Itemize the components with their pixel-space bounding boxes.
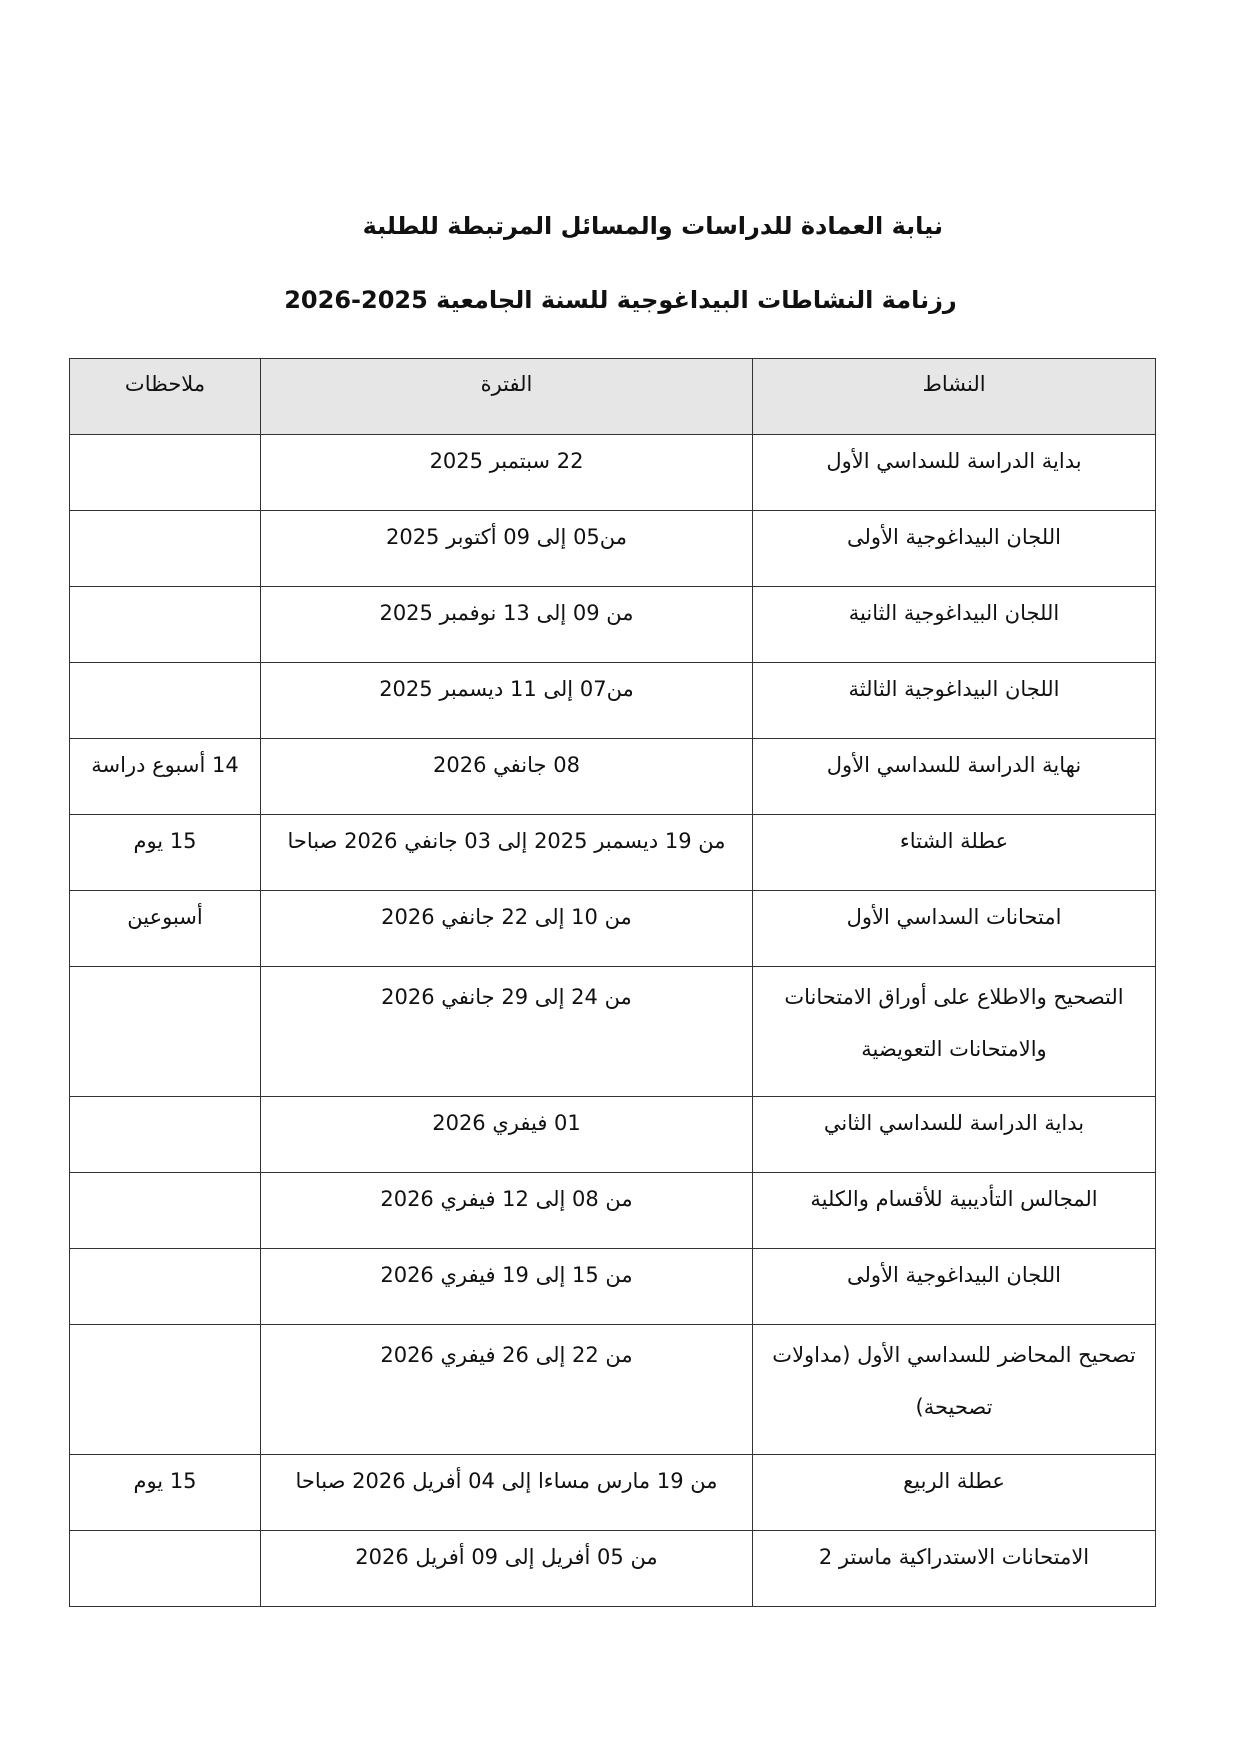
notes-cell	[70, 663, 261, 739]
table-row	[70, 1325, 1156, 1455]
table-row	[70, 1173, 1156, 1249]
table-row	[70, 967, 1156, 1097]
notes-cell	[70, 1325, 261, 1455]
table-row	[70, 1531, 1156, 1607]
notes-cell	[70, 435, 261, 511]
activity-cell: امتحانات السداسي الأول	[753, 891, 1156, 967]
column-header-period: الفترة	[261, 359, 753, 435]
notes-cell	[70, 587, 261, 663]
table-row	[70, 663, 1156, 739]
table-row	[70, 587, 1156, 663]
period-cell: من 24 إلى 29 جانفي 2026	[261, 967, 753, 1097]
notes-cell: أسبوعين	[70, 891, 261, 967]
period-cell: من 05 أفريل إلى 09 أفريل 2026	[261, 1531, 753, 1607]
activity-cell: اللجان البيداغوجية الثالثة	[753, 663, 1156, 739]
period-cell: من 15 إلى 19 فيفري 2026	[261, 1249, 753, 1325]
table-header-row	[70, 359, 1156, 435]
table-row	[70, 815, 1156, 891]
notes-cell	[70, 1531, 261, 1607]
notes-cell	[70, 511, 261, 587]
period-cell: من 19 ديسمبر 2025 إلى 03 جانفي 2026 صباحا	[261, 815, 753, 891]
activity-cell: التصحيح والاطلاع على أوراق الامتحانات والامتحانات التعويضية	[753, 967, 1156, 1097]
activity-cell: نهاية الدراسة للسداسي الأول	[753, 739, 1156, 815]
activity-cell: اللجان البيداغوجية الثانية	[753, 587, 1156, 663]
column-header-notes: ملاحظات	[70, 359, 261, 435]
table-row	[70, 1097, 1156, 1173]
period-cell: 01 فيفري 2026	[261, 1097, 753, 1173]
table-row	[70, 891, 1156, 967]
column-header-activity: النشاط	[753, 359, 1156, 435]
notes-cell: 15 يوم	[70, 815, 261, 891]
activity-cell: الامتحانات الاستدراكية ماستر 2	[753, 1531, 1156, 1607]
table-row	[70, 1249, 1156, 1325]
activity-cell: عطلة الربيع	[753, 1455, 1156, 1531]
period-cell: من 19 مارس مساءا إلى 04 أفريل 2026 صباحا	[261, 1455, 753, 1531]
notes-cell	[70, 1097, 261, 1173]
activity-cell: اللجان البيداغوجية الأولى	[753, 511, 1156, 587]
activity-cell: بداية الدراسة للسداسي الأول	[753, 435, 1156, 511]
activity-cell: تصحيح المحاضر للسداسي الأول (مداولات تصحيحة)	[753, 1325, 1156, 1455]
notes-cell	[70, 967, 261, 1097]
period-cell: من 10 إلى 22 جانفي 2026	[261, 891, 753, 967]
table-row	[70, 435, 1156, 511]
table-row	[70, 1455, 1156, 1531]
activity-cell: المجالس التأديبية للأقسام والكلية	[753, 1173, 1156, 1249]
activity-cell: اللجان البيداغوجية الأولى	[753, 1249, 1156, 1325]
activity-cell: عطلة الشتاء	[753, 815, 1156, 891]
period-cell: 22 سبتمبر 2025	[261, 435, 753, 511]
period-cell: من 09 إلى 13 نوفمبر 2025	[261, 587, 753, 663]
notes-cell	[70, 1173, 261, 1249]
period-cell: 08 جانفي 2026	[261, 739, 753, 815]
department-header: نيابة العمادة للدراسات والمسائل المرتبطة للطلبة	[362, 212, 943, 240]
document-title: رزنامة النشاطات البيداغوجية للسنة الجامعية 2025-2026	[284, 286, 957, 314]
period-cell: من 22 إلى 26 فيفري 2026	[261, 1325, 753, 1455]
activity-cell: بداية الدراسة للسداسي الثاني	[753, 1097, 1156, 1173]
notes-cell	[70, 1249, 261, 1325]
table-row	[70, 511, 1156, 587]
notes-cell: 15 يوم	[70, 1455, 261, 1531]
calendar-table	[69, 358, 1156, 1607]
notes-cell: 14 أسبوع دراسة	[70, 739, 261, 815]
period-cell: من05 إلى 09 أكتوبر 2025	[261, 511, 753, 587]
table-row	[70, 739, 1156, 815]
period-cell: من 08 إلى 12 فيفري 2026	[261, 1173, 753, 1249]
period-cell: من07 إلى 11 ديسمبر 2025	[261, 663, 753, 739]
